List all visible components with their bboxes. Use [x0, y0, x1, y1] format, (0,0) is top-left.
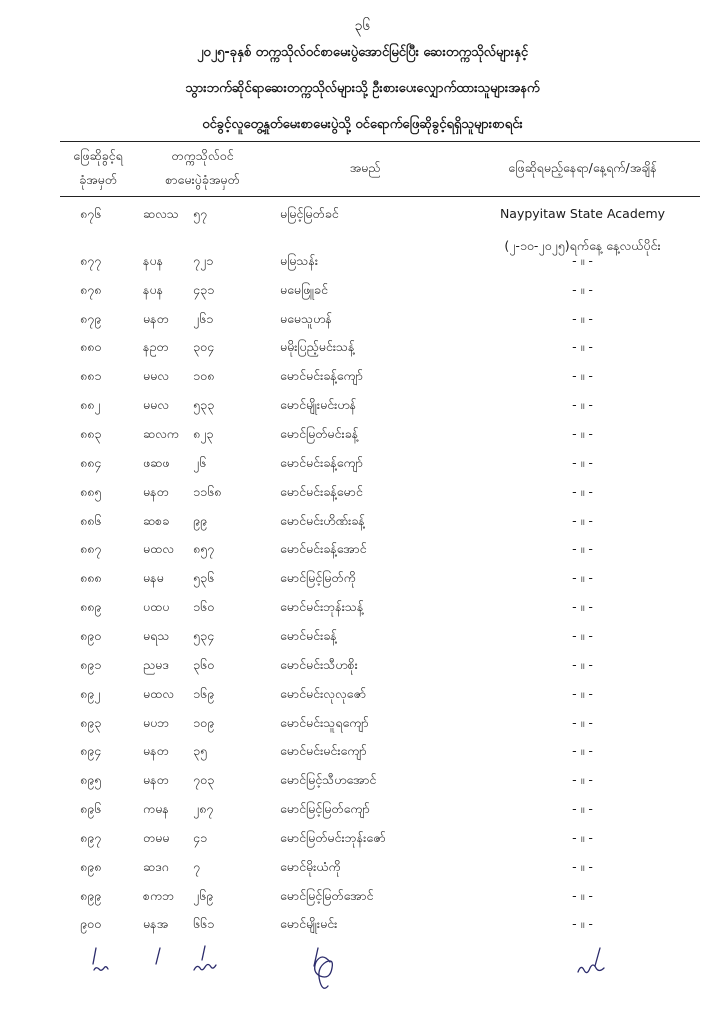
candidate-name: မောင်မျိုးမင်း: [280, 916, 338, 932]
seat-number: ၈၉၂: [80, 685, 101, 701]
table-row: [0, 709, 725, 737]
table-row: [0, 593, 725, 621]
venue: - ။ -: [572, 656, 593, 672]
exam-code: ညမဒ: [143, 656, 169, 672]
exam-number: ၂၆၁: [193, 310, 214, 326]
table-row: [0, 362, 725, 390]
table-row: [0, 766, 725, 794]
seat-number: ၈၈၃: [80, 426, 102, 441]
exam-code: နပန: [143, 252, 164, 268]
exam-code: တမမ: [143, 829, 170, 845]
table-row: [0, 737, 725, 765]
seat-number: ၈၉၉: [80, 887, 102, 903]
venue: - ။ -: [572, 512, 593, 528]
candidate-name: မောင်မျိုးမင်းဟန်: [280, 397, 357, 413]
table-row: [0, 622, 725, 650]
exam-number: ၇၀၃: [193, 772, 215, 788]
exam-number: ၄၃၁: [193, 281, 215, 297]
candidate-name: မောင်မင်းသူရကျော်: [280, 714, 369, 730]
seat-number: ၈၉၆: [80, 801, 102, 816]
candidate-name: မောင်မြင့်မြတ်ကျော်: [280, 801, 370, 816]
table-row: [0, 420, 725, 448]
header-name: အမည်: [349, 160, 381, 175]
signature-5: [578, 948, 604, 973]
exam-number: ၈၅၇: [193, 541, 215, 557]
candidate-name: မောင်မင်းမင်းကျော်: [280, 743, 367, 759]
seat-number: ၈၉၀: [80, 627, 102, 643]
venue: - ။ -: [572, 368, 593, 384]
exam-code: ကမန: [143, 801, 169, 816]
venue: - ။ -: [572, 801, 593, 816]
exam-code: မမလ: [143, 368, 170, 384]
seat-number: ၈၇၈: [80, 281, 102, 297]
venue: - ။ -: [572, 454, 593, 470]
seat-number: ၉၀၀: [80, 916, 102, 932]
exam-number: ၁၆၉: [193, 685, 215, 701]
candidate-name: မမိုးပြည့်မင်းသန့်: [280, 339, 355, 355]
venue: - ။ -: [572, 714, 593, 730]
exam-number: ၇: [193, 858, 201, 874]
exam-code: မနတ: [143, 310, 169, 326]
seat-number: ၈၉၃: [80, 714, 102, 730]
exam-code: မပဘ: [143, 714, 170, 730]
exam-number: ၃၀၄: [193, 339, 215, 355]
exam-number: ၁၀၉: [193, 714, 215, 730]
exam-number: ၈၂၃: [193, 426, 214, 441]
title-line-1: ၂၀၂၅-ခုနှစ် တက္ကသိုလ်ဝင်စာမေးပွဲအောင်မြင်ပြီး ဆေးတက္ကသိုလ်များနှင့်: [196, 45, 529, 60]
signature-2: [156, 948, 160, 964]
exam-code: မနတ: [143, 483, 169, 499]
candidate-name: မမေသူဟန်: [280, 310, 332, 326]
exam-code: စကဘ: [143, 887, 175, 903]
candidate-name: မောင်မြတ်မင်းဘုန်းဇော်: [280, 829, 386, 845]
table-row: [0, 651, 725, 679]
seat-number: ၈၈၄: [80, 454, 102, 470]
candidate-name: မောင်မြင့်မြတ်အောင်: [280, 887, 374, 903]
exam-number: ၂၆၉: [193, 887, 214, 903]
exam-number: ၁၀၈: [193, 368, 215, 384]
candidate-name: မမြင့်မြတ်ခင်: [280, 206, 339, 221]
exam-code: မနမ: [143, 570, 164, 586]
exam-code: မနတ: [143, 772, 169, 788]
venue: - ။ -: [572, 252, 593, 268]
exam-code: မနအ: [143, 916, 169, 932]
venue: - ။ -: [572, 310, 593, 326]
venue: - ။ -: [572, 627, 593, 643]
exam-number: ၆၆၁: [193, 916, 215, 932]
venue: - ။ -: [572, 426, 593, 441]
exam-number: ၃၆၀: [193, 656, 215, 672]
header-seat-no: ဖြေဆိုခွင့်ရ ခုံအမှတ်: [73, 148, 123, 187]
table-row: [0, 276, 725, 304]
signature-3: [194, 946, 216, 970]
table-header-rule: [60, 196, 700, 197]
exam-code: ဆလသ: [143, 206, 179, 221]
exam-number: ၉၉: [193, 512, 208, 528]
table-row: [0, 535, 725, 563]
table-row: [0, 200, 725, 228]
candidate-name: မမေဖြူခင်: [280, 281, 328, 297]
exam-code: နဥတ: [143, 339, 169, 355]
candidate-name: မောင်မြတ်မင်းခန့်: [280, 426, 359, 441]
venue: - ။ -: [572, 599, 593, 614]
header-venue-date-time: ဖြေဆိုရမည့်နေရာ/နေ့ရက်/အချိန်: [508, 160, 657, 175]
exam-code: ပထပ: [143, 599, 170, 614]
exam-number: ၅၃၆: [193, 570, 215, 586]
candidate-name: မောင်မင်းခန့်မောင်: [280, 483, 363, 499]
table-row: [0, 333, 725, 361]
title-line-3: ဝင်ခွင့်လူတွေ့နှုတ်မေးစာမေးပွဲသို့ ဝင်ရောက်ဖြေဆိုခွင့်ရရှိသူများစာရင်း: [202, 117, 523, 132]
seat-number: ၈၈၁: [80, 368, 102, 384]
venue: - ။ -: [572, 743, 593, 759]
seat-number: ၈၇၆: [80, 206, 102, 221]
exam-code: နပန: [143, 281, 164, 297]
venue: - ။ -: [572, 829, 593, 845]
venue: - ။ -: [572, 916, 593, 932]
exam-code: မမလ: [143, 397, 170, 413]
venue: - ။ -: [572, 339, 593, 355]
exam-code: ဖဆဖ: [143, 454, 170, 470]
exam-number: ၅၃၄: [193, 627, 215, 643]
venue-date-line: (၂-၁၀-၂၀၂၅)ရက်နေ့ နေ့လယ်ပိုင်း: [504, 238, 661, 253]
candidate-name: မောင်မင်းသီဟစိုး: [280, 656, 358, 672]
seat-number: ၈၈၇: [80, 541, 102, 557]
seat-number: ၈၈၀: [80, 339, 102, 355]
seat-number: ၈၈၂: [80, 397, 101, 413]
table-row: [0, 853, 725, 881]
candidate-name: မောင်မင်းလုလုဇော်: [280, 685, 367, 701]
table-row: [0, 795, 725, 823]
table-row: [0, 564, 725, 592]
header-exam-seat-no: တက္ကသိုလ်ဝင် စာမေးပွဲခုံအမှတ်: [165, 148, 240, 187]
seat-number: ၈၇၇: [80, 252, 102, 268]
exam-code: မရသ: [143, 627, 170, 643]
table-row: [0, 391, 725, 419]
title-line-2: သွားဘက်ဆိုင်ရာဆေးတက္ကသိုလ်များသို့ ဦးစားပေးလျှောက်ထားသူများအနက်: [185, 81, 540, 96]
candidate-name: မောင်မင်းခန့်ကျော်: [280, 454, 363, 470]
venue: - ။ -: [572, 281, 593, 297]
venue: - ။ -: [572, 858, 593, 874]
exam-number: ၄၁: [193, 829, 208, 845]
exam-code: မထလ: [143, 685, 174, 701]
exam-number: ၁၆၀: [193, 599, 215, 614]
seat-number: ၈၈၆: [80, 512, 102, 528]
table-row: [0, 449, 725, 477]
table-row: [0, 882, 725, 910]
candidate-name: မောင်မြင့်မြတ်ကို: [280, 570, 356, 586]
exam-code: ဆစခ: [143, 512, 170, 528]
exam-code: ဆလက: [143, 426, 180, 441]
seat-number: ၈၇၉: [80, 310, 102, 326]
venue: - ။ -: [572, 483, 593, 499]
exam-number: ၅၇: [193, 206, 208, 221]
table-row: [0, 824, 725, 852]
exam-code: မထလ: [143, 541, 174, 557]
candidate-name: မောင်မင်းဘုန်းသန့်: [280, 599, 364, 614]
venue: - ။ -: [572, 772, 593, 788]
venue: - ။ -: [572, 541, 593, 557]
candidate-name: မောင်မင်းခန့်ကျော်: [280, 368, 363, 384]
signatures: [0, 940, 725, 1000]
seat-number: ၈၉၁: [80, 656, 102, 672]
candidate-name: မောင်မြင့်သီဟအောင်: [280, 772, 377, 788]
exam-number: ၅၃၃: [193, 397, 215, 413]
seat-number: ၈၉၄: [80, 743, 102, 759]
exam-code: မနတ: [143, 743, 169, 759]
exam-number: ၁၁၆၈: [193, 483, 222, 499]
venue: Naypyitaw State Academy: [499, 206, 666, 221]
table-row: [0, 910, 725, 938]
candidate-name: မောင်မင်းခန့်: [280, 627, 337, 643]
seat-number: ၈၉၅: [80, 772, 102, 788]
candidate-name: မောင်မင်းခန့်အောင်: [280, 541, 367, 557]
table-row: [0, 507, 725, 535]
exam-number: ၇၂၁: [193, 252, 214, 268]
table-row: [0, 680, 725, 708]
venue: - ။ -: [572, 685, 593, 701]
exam-number: ၂၈၇: [193, 801, 214, 816]
exam-number: ၃၅: [193, 743, 208, 759]
candidate-name: မောင်မင်းဟိဏ်းခန့်: [280, 512, 365, 528]
table-row: [0, 305, 725, 333]
candidate-name: မောင်မိုးယံကို: [280, 858, 341, 874]
venue: - ။ -: [572, 570, 593, 586]
signature-4: [314, 948, 332, 988]
seat-number: ၈၉၇: [80, 829, 102, 845]
table-top-rule: [60, 141, 700, 142]
seat-number: ၈၉၈: [80, 858, 102, 874]
venue: - ။ -: [572, 397, 593, 413]
candidate-name: မမြသန်း: [280, 252, 319, 268]
seat-number: ၈၈၈: [80, 570, 102, 586]
seat-number: ၈၈၅: [80, 483, 102, 499]
table-row: [0, 478, 725, 506]
venue: - ။ -: [572, 887, 593, 903]
exam-number: ၂၆: [193, 454, 207, 470]
exam-code: ဆဒဂ: [143, 858, 169, 874]
signature-1: [93, 948, 108, 970]
page-number: ၃၆: [354, 18, 371, 34]
seat-number: ၈၈၉: [80, 599, 102, 614]
